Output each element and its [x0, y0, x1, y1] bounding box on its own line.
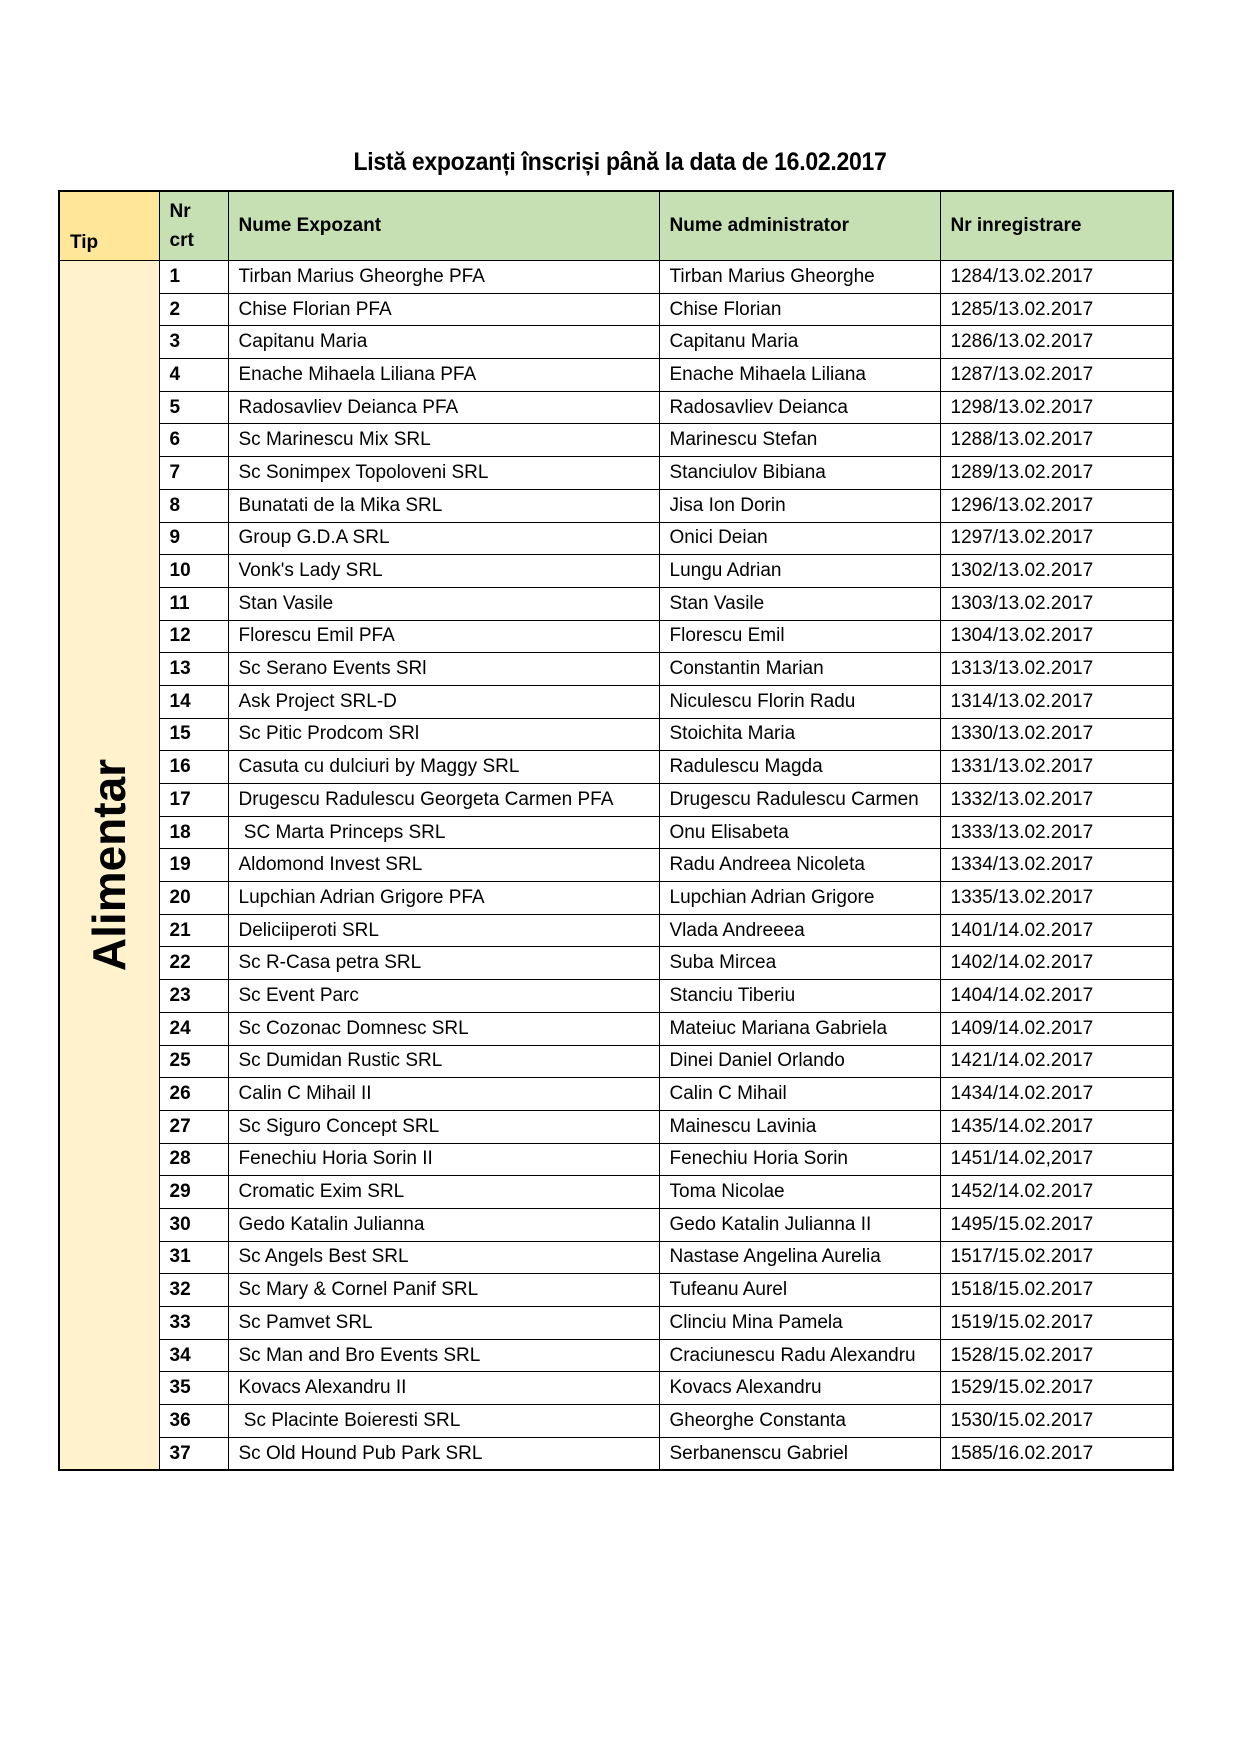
table-row	[59, 1405, 1173, 1438]
table-row	[59, 849, 1173, 882]
registration-number-cell: 1304/13.02.2017	[940, 620, 1173, 653]
administrator-name-cell: Radulescu Magda	[659, 751, 940, 784]
administrator-name-cell: Clinciu Mina Pamela	[659, 1307, 940, 1340]
exhibitor-name-cell: Enache Mihaela Liliana PFA	[228, 359, 659, 392]
header-tip: Tip	[59, 191, 159, 261]
table-row	[59, 293, 1173, 326]
header-nr-crt	[159, 191, 228, 261]
administrator-name-cell: Mainescu Lavinia	[659, 1110, 940, 1143]
nr-cell: 16	[159, 751, 228, 784]
exhibitor-name-cell: Bunatati de la Mika SRL	[228, 489, 659, 522]
exhibitor-name-cell: Sc Placinte Boieresti SRL	[228, 1405, 659, 1438]
table-row	[59, 816, 1173, 849]
nr-cell: 1	[159, 261, 228, 294]
administrator-name-cell: Drugescu Radulescu Carmen	[659, 784, 940, 817]
table-row	[59, 391, 1173, 424]
table-row	[59, 424, 1173, 457]
registration-number-cell: 1335/13.02.2017	[940, 882, 1173, 915]
nr-cell: 8	[159, 489, 228, 522]
registration-number-cell: 1529/15.02.2017	[940, 1372, 1173, 1405]
registration-number-cell: 1518/15.02.2017	[940, 1274, 1173, 1307]
table-row	[59, 1012, 1173, 1045]
exhibitor-name-cell: Kovacs Alexandru II	[228, 1372, 659, 1405]
administrator-name-cell: Suba Mircea	[659, 947, 940, 980]
table-row	[59, 718, 1173, 751]
administrator-name-cell: Lungu Adrian	[659, 555, 940, 588]
table-row	[59, 882, 1173, 915]
nr-cell: 3	[159, 326, 228, 359]
table-row	[59, 1339, 1173, 1372]
administrator-name-cell: Florescu Emil	[659, 620, 940, 653]
administrator-name-cell: Onu Elisabeta	[659, 816, 940, 849]
administrator-name-cell: Calin C Mihail	[659, 1078, 940, 1111]
table-row	[59, 587, 1173, 620]
nr-cell: 30	[159, 1208, 228, 1241]
exhibitor-name-cell: Sc Event Parc	[228, 980, 659, 1013]
registration-number-cell: 1334/13.02.2017	[940, 849, 1173, 882]
registration-number-cell: 1452/14.02.2017	[940, 1176, 1173, 1209]
document-title: Listă expozanți înscriși până la data de 16.02.2017	[353, 148, 887, 176]
administrator-name-cell: Mateiuc Mariana Gabriela	[659, 1012, 940, 1045]
table-row	[59, 1143, 1173, 1176]
administrator-name-cell: Lupchian Adrian Grigore	[659, 882, 940, 915]
administrator-name-cell: Marinescu Stefan	[659, 424, 940, 457]
exhibitors-table	[58, 190, 1174, 1471]
header-nume-expozant: Nume Expozant	[228, 191, 659, 261]
administrator-name-cell: Capitanu Maria	[659, 326, 940, 359]
registration-number-cell: 1528/15.02.2017	[940, 1339, 1173, 1372]
table-row	[59, 457, 1173, 490]
registration-number-cell: 1333/13.02.2017	[940, 816, 1173, 849]
exhibitor-name-cell: Chise Florian PFA	[228, 293, 659, 326]
administrator-name-cell: Chise Florian	[659, 293, 940, 326]
administrator-name-cell: Gheorghe Constanta	[659, 1405, 940, 1438]
exhibitor-name-cell: Ask Project SRL-D	[228, 685, 659, 718]
exhibitor-name-cell: Aldomond Invest SRL	[228, 849, 659, 882]
table-row	[59, 326, 1173, 359]
nr-cell: 34	[159, 1339, 228, 1372]
exhibitor-name-cell: Sc Dumidan Rustic SRL	[228, 1045, 659, 1078]
registration-number-cell: 1330/13.02.2017	[940, 718, 1173, 751]
exhibitor-name-cell: Radosavliev Deianca PFA	[228, 391, 659, 424]
header-nr-crt-line2: crt	[169, 230, 194, 251]
registration-number-cell: 1285/13.02.2017	[940, 293, 1173, 326]
registration-number-cell: 1313/13.02.2017	[940, 653, 1173, 686]
registration-number-cell: 1451/14.02,2017	[940, 1143, 1173, 1176]
table-row	[59, 1274, 1173, 1307]
exhibitor-name-cell: Deliciiperoti SRL	[228, 914, 659, 947]
nr-cell: 29	[159, 1176, 228, 1209]
exhibitor-name-cell: Sc Cozonac Domnesc SRL	[228, 1012, 659, 1045]
nr-cell: 10	[159, 555, 228, 588]
nr-cell: 15	[159, 718, 228, 751]
nr-cell: 32	[159, 1274, 228, 1307]
table-body	[59, 261, 1173, 1471]
exhibitor-name-cell: Lupchian Adrian Grigore PFA	[228, 882, 659, 915]
nr-cell: 4	[159, 359, 228, 392]
table-row	[59, 784, 1173, 817]
administrator-name-cell: Craciunescu Radu Alexandru	[659, 1339, 940, 1372]
exhibitor-name-cell: Gedo Katalin Julianna	[228, 1208, 659, 1241]
table-row	[59, 653, 1173, 686]
nr-cell: 26	[159, 1078, 228, 1111]
exhibitor-name-cell: Capitanu Maria	[228, 326, 659, 359]
registration-number-cell: 1302/13.02.2017	[940, 555, 1173, 588]
table-row	[59, 489, 1173, 522]
registration-number-cell: 1434/14.02.2017	[940, 1078, 1173, 1111]
administrator-name-cell: Niculescu Florin Radu	[659, 685, 940, 718]
table-row	[59, 1176, 1173, 1209]
nr-cell: 35	[159, 1372, 228, 1405]
table-row	[59, 1208, 1173, 1241]
header-nr-crt-line1: Nr	[169, 201, 191, 222]
nr-cell: 23	[159, 980, 228, 1013]
nr-cell: 18	[159, 816, 228, 849]
nr-cell: 2	[159, 293, 228, 326]
nr-cell: 28	[159, 1143, 228, 1176]
registration-number-cell: 1289/13.02.2017	[940, 457, 1173, 490]
exhibitor-name-cell: Casuta cu dulciuri by Maggy SRL	[228, 751, 659, 784]
registration-number-cell: 1296/13.02.2017	[940, 489, 1173, 522]
administrator-name-cell: Radosavliev Deianca	[659, 391, 940, 424]
nr-cell: 36	[159, 1405, 228, 1438]
administrator-name-cell: Radu Andreea Nicoleta	[659, 849, 940, 882]
administrator-name-cell: Serbanenscu Gabriel	[659, 1437, 940, 1470]
table-row	[59, 685, 1173, 718]
administrator-name-cell: Jisa Ion Dorin	[659, 489, 940, 522]
exhibitor-name-cell: Sc Marinescu Mix SRL	[228, 424, 659, 457]
table-row	[59, 980, 1173, 1013]
registration-number-cell: 1314/13.02.2017	[940, 685, 1173, 718]
registration-number-cell: 1303/13.02.2017	[940, 587, 1173, 620]
registration-number-cell: 1519/15.02.2017	[940, 1307, 1173, 1340]
registration-number-cell: 1332/13.02.2017	[940, 784, 1173, 817]
exhibitor-name-cell: Group G.D.A SRL	[228, 522, 659, 555]
nr-cell: 27	[159, 1110, 228, 1143]
nr-cell: 13	[159, 653, 228, 686]
nr-cell: 17	[159, 784, 228, 817]
nr-cell: 14	[159, 685, 228, 718]
exhibitor-name-cell: Sc Old Hound Pub Park SRL	[228, 1437, 659, 1470]
table-row	[59, 1437, 1173, 1470]
category-cell	[59, 261, 159, 1471]
administrator-name-cell: Kovacs Alexandru	[659, 1372, 940, 1405]
table-row	[59, 261, 1173, 294]
exhibitor-name-cell: Sc R-Casa petra SRL	[228, 947, 659, 980]
registration-number-cell: 1495/15.02.2017	[940, 1208, 1173, 1241]
nr-cell: 33	[159, 1307, 228, 1340]
header-nr-inregistrare: Nr inregistrare	[940, 191, 1173, 261]
nr-cell: 7	[159, 457, 228, 490]
nr-cell: 22	[159, 947, 228, 980]
table-row	[59, 1241, 1173, 1274]
table-row	[59, 1307, 1173, 1340]
administrator-name-cell: Fenechiu Horia Sorin	[659, 1143, 940, 1176]
exhibitor-name-cell: Drugescu Radulescu Georgeta Carmen PFA	[228, 784, 659, 817]
exhibitor-name-cell: Sc Angels Best SRL	[228, 1241, 659, 1274]
administrator-name-cell: Tirban Marius Gheorghe	[659, 261, 940, 294]
nr-cell: 37	[159, 1437, 228, 1470]
exhibitor-name-cell: Calin C Mihail II	[228, 1078, 659, 1111]
nr-cell: 11	[159, 587, 228, 620]
table-row	[59, 1372, 1173, 1405]
registration-number-cell: 1402/14.02.2017	[940, 947, 1173, 980]
category-label: Alimentar	[83, 759, 136, 972]
nr-cell: 24	[159, 1012, 228, 1045]
table-row	[59, 1078, 1173, 1111]
exhibitor-name-cell: Tirban Marius Gheorghe PFA	[228, 261, 659, 294]
administrator-name-cell: Enache Mihaela Liliana	[659, 359, 940, 392]
table-row	[59, 555, 1173, 588]
exhibitor-name-cell: Sc Serano Events SRl	[228, 653, 659, 686]
table-row	[59, 751, 1173, 784]
nr-cell: 20	[159, 882, 228, 915]
exhibitor-name-cell: Sc Sonimpex Topoloveni SRL	[228, 457, 659, 490]
table-row	[59, 1110, 1173, 1143]
exhibitor-name-cell: Florescu Emil PFA	[228, 620, 659, 653]
exhibitor-name-cell: Sc Pitic Prodcom SRl	[228, 718, 659, 751]
registration-number-cell: 1287/13.02.2017	[940, 359, 1173, 392]
nr-cell: 9	[159, 522, 228, 555]
table-row	[59, 1045, 1173, 1078]
administrator-name-cell: Toma Nicolae	[659, 1176, 940, 1209]
nr-cell: 6	[159, 424, 228, 457]
nr-cell: 31	[159, 1241, 228, 1274]
exhibitor-name-cell: Sc Pamvet SRL	[228, 1307, 659, 1340]
administrator-name-cell: Stanciu Tiberiu	[659, 980, 940, 1013]
administrator-name-cell: Nastase Angelina Aurelia	[659, 1241, 940, 1274]
registration-number-cell: 1404/14.02.2017	[940, 980, 1173, 1013]
registration-number-cell: 1331/13.02.2017	[940, 751, 1173, 784]
registration-number-cell: 1409/14.02.2017	[940, 1012, 1173, 1045]
header-nume-administrator: Nume administrator	[659, 191, 940, 261]
administrator-name-cell: Tufeanu Aurel	[659, 1274, 940, 1307]
registration-number-cell: 1297/13.02.2017	[940, 522, 1173, 555]
administrator-name-cell: Stan Vasile	[659, 587, 940, 620]
administrator-name-cell: Onici Deian	[659, 522, 940, 555]
registration-number-cell: 1585/16.02.2017	[940, 1437, 1173, 1470]
registration-number-cell: 1421/14.02.2017	[940, 1045, 1173, 1078]
exhibitor-name-cell: SC Marta Princeps SRL	[228, 816, 659, 849]
registration-number-cell: 1435/14.02.2017	[940, 1110, 1173, 1143]
administrator-name-cell: Constantin Marian	[659, 653, 940, 686]
exhibitor-name-cell: Sc Man and Bro Events SRL	[228, 1339, 659, 1372]
registration-number-cell: 1530/15.02.2017	[940, 1405, 1173, 1438]
registration-number-cell: 1286/13.02.2017	[940, 326, 1173, 359]
nr-cell: 19	[159, 849, 228, 882]
table-header-row	[59, 191, 1173, 261]
table-row	[59, 947, 1173, 980]
exhibitor-name-cell: Fenechiu Horia Sorin II	[228, 1143, 659, 1176]
table-row	[59, 359, 1173, 392]
exhibitor-name-cell: Vonk's Lady SRL	[228, 555, 659, 588]
exhibitor-name-cell: Cromatic Exim SRL	[228, 1176, 659, 1209]
administrator-name-cell: Stoichita Maria	[659, 718, 940, 751]
administrator-name-cell: Gedo Katalin Julianna II	[659, 1208, 940, 1241]
administrator-name-cell: Vlada Andreeea	[659, 914, 940, 947]
table-row	[59, 620, 1173, 653]
registration-number-cell: 1298/13.02.2017	[940, 391, 1173, 424]
registration-number-cell: 1284/13.02.2017	[940, 261, 1173, 294]
table-row	[59, 522, 1173, 555]
registration-number-cell: 1517/15.02.2017	[940, 1241, 1173, 1274]
nr-cell: 21	[159, 914, 228, 947]
nr-cell: 25	[159, 1045, 228, 1078]
registration-number-cell: 1288/13.02.2017	[940, 424, 1173, 457]
nr-cell: 5	[159, 391, 228, 424]
administrator-name-cell: Stanciulov Bibiana	[659, 457, 940, 490]
registration-number-cell: 1401/14.02.2017	[940, 914, 1173, 947]
exhibitor-name-cell: Sc Mary & Cornel Panif SRL	[228, 1274, 659, 1307]
exhibitor-name-cell: Stan Vasile	[228, 587, 659, 620]
exhibitor-name-cell: Sc Siguro Concept SRL	[228, 1110, 659, 1143]
nr-cell: 12	[159, 620, 228, 653]
table-row	[59, 914, 1173, 947]
administrator-name-cell: Dinei Daniel Orlando	[659, 1045, 940, 1078]
